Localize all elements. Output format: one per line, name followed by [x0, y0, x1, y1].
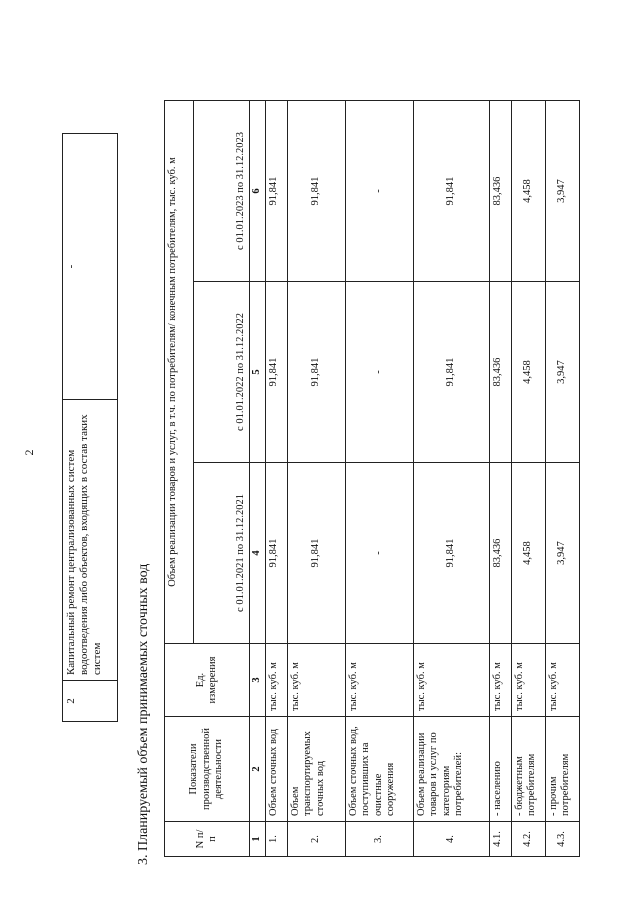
- row-value-2023: 3,947: [545, 101, 579, 282]
- row-value-2021: 3,947: [545, 463, 579, 644]
- row-unit: тыс. куб. м: [545, 644, 579, 717]
- row-name: Объем транспортируемых сточных вод: [287, 717, 345, 822]
- table-row: [345, 101, 413, 857]
- row-value-2022: -: [345, 282, 413, 463]
- row-name: - бюджетным потребителям: [511, 717, 545, 822]
- row-value-2021: 91,841: [287, 463, 345, 644]
- row-value: -: [63, 134, 118, 400]
- row-num: 4.3.: [545, 822, 579, 857]
- index-cell: 2: [250, 717, 266, 822]
- row-description: Капитальный ремонт централизованных систем водоотведения либо объектов, входящих в состав таких систем: [63, 400, 118, 681]
- table-row: [489, 101, 511, 857]
- row-unit: тыс. куб. м: [511, 644, 545, 717]
- table-row: [63, 134, 118, 722]
- row-value-2023: 83,436: [489, 101, 511, 282]
- row-num: 3.: [345, 822, 413, 857]
- row-num: 2.: [287, 822, 345, 857]
- wastewater-volume-table: [164, 100, 580, 857]
- section-title: 3. Планируемый объем принимаемых сточных вод: [136, 563, 151, 865]
- row-name: Объем реализации товаров и услуг по категориям потребителей:: [413, 717, 489, 822]
- header-2021: с 01.01.2021 по 31.12.2021: [194, 463, 250, 644]
- table-row: [413, 101, 489, 857]
- header-unit: Ед. измерения: [165, 644, 250, 717]
- row-value-2021: -: [345, 463, 413, 644]
- row-num: 4.1.: [489, 822, 511, 857]
- row-name: - прочим потребителям: [545, 717, 579, 822]
- index-cell: 6: [250, 101, 266, 282]
- row-value-2023: 4,458: [511, 101, 545, 282]
- row-value-2021: 91,841: [413, 463, 489, 644]
- row-num: 1.: [265, 822, 287, 857]
- index-cell: 3: [250, 644, 266, 717]
- row-unit: тыс. куб. м: [287, 644, 345, 717]
- row-value-2022: 4,458: [511, 282, 545, 463]
- row-name: - населению: [489, 717, 511, 822]
- row-value-2023: 91,841: [287, 101, 345, 282]
- row-value-2022: 91,841: [413, 282, 489, 463]
- header-2022: с 01.01.2022 по 31.12.2022: [194, 282, 250, 463]
- header-2023: с 01.01.2023 по 31.12.2023: [194, 101, 250, 282]
- row-value-2023: -: [345, 101, 413, 282]
- table-row: [265, 101, 287, 857]
- capital-repair-table: [62, 133, 118, 722]
- row-name: Объем сточных вод: [265, 717, 287, 822]
- table-row: [511, 101, 545, 857]
- header-indicator: Показатели производственной деятельности: [165, 717, 250, 822]
- row-value-2021: 83,436: [489, 463, 511, 644]
- table-row: [287, 101, 345, 857]
- index-row: [250, 101, 266, 857]
- row-num: 4.2.: [511, 822, 545, 857]
- row-unit: тыс. куб. м: [345, 644, 413, 717]
- index-cell: 5: [250, 282, 266, 463]
- row-number: 2: [63, 681, 118, 722]
- page-number: 2: [22, 449, 36, 456]
- index-cell: 4: [250, 463, 266, 644]
- row-unit: тыс. куб. м: [265, 644, 287, 717]
- header-row: [165, 101, 194, 857]
- row-unit: тыс. куб. м: [413, 644, 489, 717]
- row-value-2022: 83,436: [489, 282, 511, 463]
- row-value-2022: 91,841: [265, 282, 287, 463]
- row-value-2022: 3,947: [545, 282, 579, 463]
- row-name: Объем сточных вод, поступивших на очистные сооружения: [345, 717, 413, 822]
- row-value-2022: 91,841: [287, 282, 345, 463]
- row-value-2021: 91,841: [265, 463, 287, 644]
- row-num: 4.: [413, 822, 489, 857]
- row-unit: тыс. куб. м: [489, 644, 511, 717]
- row-value-2021: 4,458: [511, 463, 545, 644]
- header-group: Объем реализации товаров и услуг, в т.ч. по потребителям/ конечным потребителям, тыс. куб. м: [165, 101, 194, 644]
- index-cell: 1: [250, 822, 266, 857]
- table-row: [545, 101, 579, 857]
- header-num: N п/п: [165, 822, 250, 857]
- row-value-2023: 91,841: [265, 101, 287, 282]
- row-value-2023: 91,841: [413, 101, 489, 282]
